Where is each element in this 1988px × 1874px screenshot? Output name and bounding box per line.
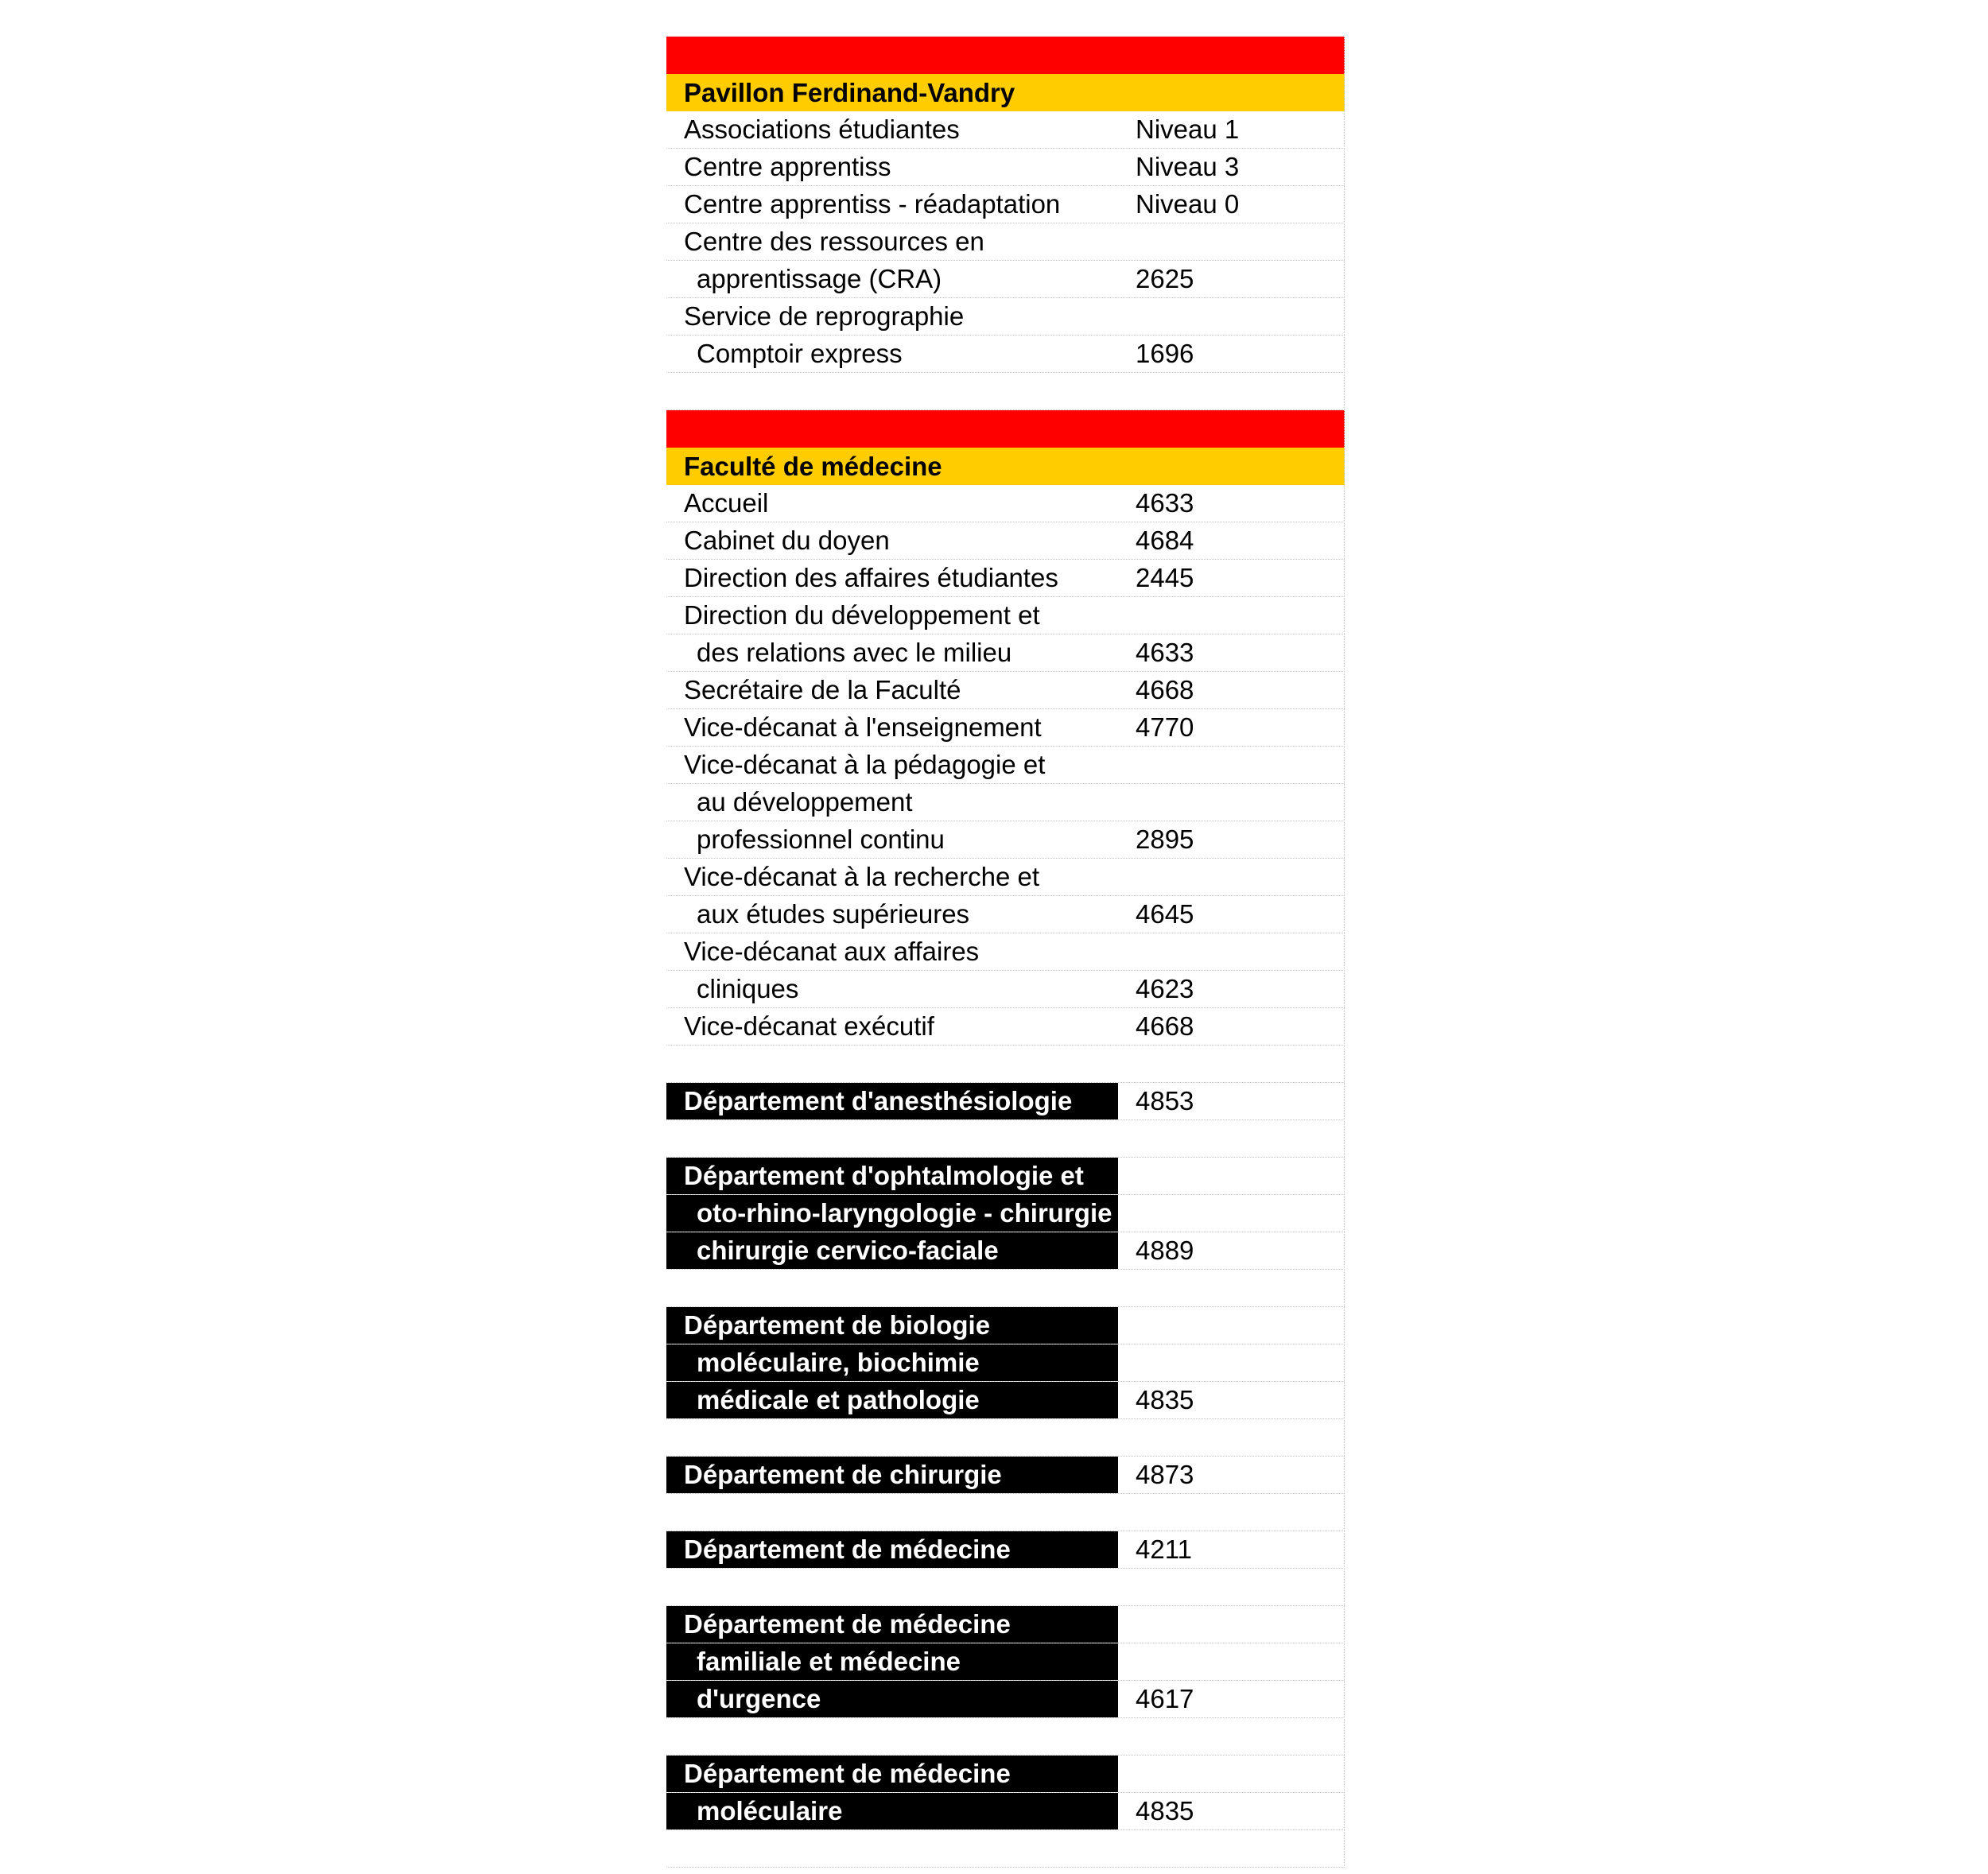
row-spacer — [666, 1569, 1345, 1606]
row-value: 4835 — [1136, 1796, 1194, 1826]
department-row — [666, 1083, 1345, 1120]
directory-row — [666, 261, 1345, 298]
row-label: au développement — [697, 787, 913, 817]
row-spacer — [666, 1120, 1345, 1158]
row-label: Vice-décanat à l'enseignement — [684, 712, 1042, 742]
row-label: médicale et pathologie — [666, 1382, 1118, 1418]
directory-sheet — [666, 37, 1345, 1868]
row-label: Centre apprentiss - réadaptation — [684, 189, 1061, 219]
row-label: familiale et médecine — [666, 1643, 1118, 1680]
directory-row — [666, 485, 1345, 522]
directory-row — [666, 709, 1345, 747]
directory-row — [666, 336, 1345, 373]
row-value: 2895 — [1136, 824, 1194, 854]
row-spacer — [666, 1046, 1345, 1083]
row-value: 1696 — [1136, 339, 1194, 368]
directory-row — [666, 1008, 1345, 1046]
row-value: 4645 — [1136, 899, 1194, 929]
row-label: Service de reprographie — [684, 301, 965, 331]
row-label: moléculaire — [666, 1793, 1118, 1829]
section-header: Pavillon Ferdinand-Vandry — [666, 74, 1345, 111]
directory-row — [666, 223, 1345, 261]
directory-row — [666, 933, 1345, 971]
row-label: Centre apprentiss — [684, 152, 891, 181]
row-label: apprentissage (CRA) — [697, 264, 942, 293]
row-value: 4853 — [1136, 1086, 1194, 1115]
department-row — [666, 1307, 1345, 1344]
sections-container — [666, 37, 1345, 1868]
department-row — [666, 1232, 1345, 1270]
directory-row — [666, 672, 1345, 709]
directory-row — [666, 522, 1345, 560]
row-label: Centre des ressources en — [684, 227, 984, 256]
sheet-right-border — [1344, 37, 1345, 1868]
row-spacer — [666, 1270, 1345, 1307]
directory-row — [666, 560, 1345, 597]
directory-row — [666, 634, 1345, 672]
directory-row — [666, 186, 1345, 223]
directory-row — [666, 597, 1345, 634]
department-row — [666, 1344, 1345, 1382]
section-header: Faculté de médecine — [666, 448, 1345, 485]
row-label: professionnel continu — [697, 824, 945, 854]
row-label: moléculaire, biochimie — [666, 1344, 1118, 1381]
row-value: Niveau 0 — [1136, 189, 1240, 219]
row-spacer — [666, 1718, 1345, 1756]
section-spacer — [666, 373, 1345, 410]
row-spacer — [666, 1830, 1345, 1868]
row-label: Département de médecine — [666, 1756, 1118, 1792]
row-label: des relations avec le milieu — [697, 638, 1012, 667]
row-label: Direction du développement et — [684, 600, 1040, 630]
department-row — [666, 1531, 1345, 1569]
row-label: Associations étudiantes — [684, 114, 960, 144]
department-row — [666, 1606, 1345, 1643]
row-value: 4211 — [1136, 1535, 1192, 1564]
row-label: aux études supérieures — [697, 899, 970, 929]
row-label: Accueil — [684, 488, 769, 518]
row-label: Vice-décanat à la pédagogie et — [684, 750, 1046, 779]
row-value: 4684 — [1136, 526, 1194, 555]
row-label: Vice-décanat à la recherche et — [684, 862, 1039, 891]
row-label: Comptoir express — [697, 339, 903, 368]
directory-row — [666, 149, 1345, 186]
section-red-bar — [666, 37, 1345, 74]
row-value: 4633 — [1136, 488, 1194, 518]
row-label: Département d'ophtalmologie et — [666, 1158, 1118, 1194]
department-row — [666, 1195, 1345, 1232]
row-label: cliniques — [697, 974, 799, 1003]
row-label: d'urgence — [666, 1681, 1118, 1717]
row-value: 4889 — [1136, 1236, 1194, 1265]
row-label: Vice-décanat aux affaires — [684, 937, 980, 966]
directory-row — [666, 784, 1345, 821]
department-row — [666, 1158, 1345, 1195]
row-value: 4835 — [1136, 1385, 1194, 1414]
department-row — [666, 1681, 1345, 1718]
department-row — [666, 1382, 1345, 1419]
row-label: oto-rhino-laryngologie - chirurgie — [666, 1195, 1118, 1232]
row-spacer — [666, 1419, 1345, 1457]
row-label: Département de biologie — [666, 1307, 1118, 1344]
row-value: Niveau 1 — [1136, 114, 1240, 144]
row-value: 4770 — [1136, 712, 1194, 742]
row-label: chirurgie cervico-faciale — [666, 1232, 1118, 1269]
row-label: Vice-décanat exécutif — [684, 1011, 934, 1041]
department-row — [666, 1643, 1345, 1681]
row-value: 4668 — [1136, 675, 1194, 704]
directory-row — [666, 821, 1345, 859]
row-value: 4617 — [1136, 1684, 1194, 1713]
row-label: Département de médecine — [666, 1531, 1118, 1568]
row-label: Secrétaire de la Faculté — [684, 675, 961, 704]
department-row — [666, 1756, 1345, 1793]
directory-row — [666, 111, 1345, 149]
row-value: 4623 — [1136, 974, 1194, 1003]
row-label: Département de médecine — [666, 1606, 1118, 1643]
directory-row — [666, 859, 1345, 896]
row-label: Cabinet du doyen — [684, 526, 890, 555]
directory-row — [666, 298, 1345, 336]
row-value: 2625 — [1136, 264, 1194, 293]
row-spacer — [666, 1494, 1345, 1531]
row-label: Département d'anesthésiologie — [666, 1083, 1118, 1119]
directory-row — [666, 896, 1345, 933]
department-row — [666, 1457, 1345, 1494]
row-value: Niveau 3 — [1136, 152, 1240, 181]
directory-row — [666, 747, 1345, 784]
row-label: Direction des affaires étudiantes — [684, 563, 1058, 592]
row-label: Département de chirurgie — [666, 1457, 1118, 1493]
row-value: 4873 — [1136, 1460, 1194, 1489]
department-row — [666, 1793, 1345, 1830]
row-value: 4633 — [1136, 638, 1194, 667]
row-value: 2445 — [1136, 563, 1194, 592]
row-value: 4668 — [1136, 1011, 1194, 1041]
directory-row — [666, 971, 1345, 1008]
section-red-bar — [666, 410, 1345, 448]
